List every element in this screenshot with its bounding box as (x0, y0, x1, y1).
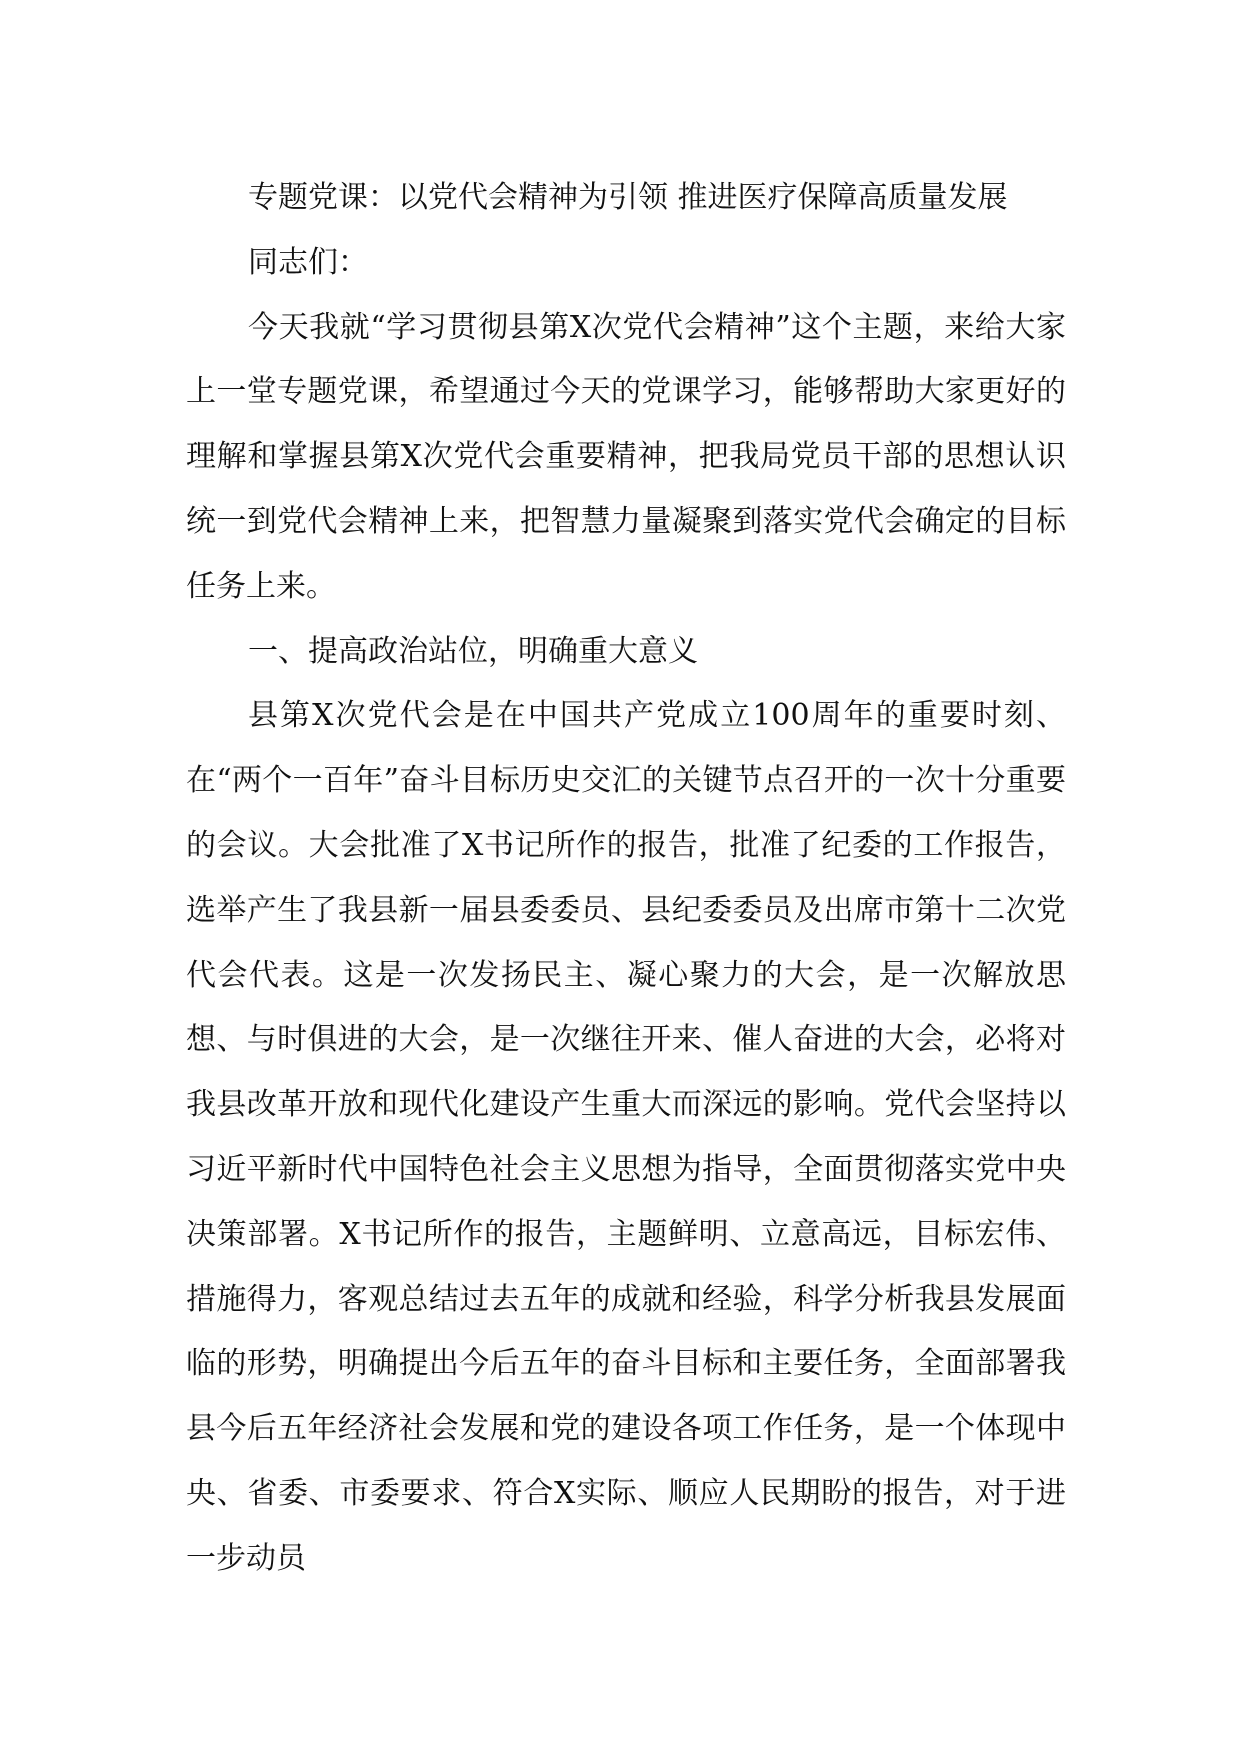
section-heading: 一、提高政治站位，明确重大意义 (248, 633, 698, 669)
body-paragraph: 县第X次党代会是在中国共产党成立100周年的重要时刻、在“两个一百年”奋斗目标历史交汇的关键节点召开的一次十分重要的会议。大会批准了X书记所作的报告，批准了纪委的工作报告，选举产生了我县新一届县委委员、县纪委委员及出席市第十二次党代会代表。这是一次发扬民主、凝心聚力的大会，是一次解放思想、与时俱进的大会，是一次继往开来、催人奋进的大会，必将对我县改革开放和现代化建设产生重大而深远的影响。党代会坚持以习近平新时代中国特色社会主义思想为指导，全面贯彻落实党中央决策部署。X书记所作的报告，主题鲜明、立意高远，目标宏伟、措施得力，客观总结过去五年的成就和经验，科学分析我县发展面临的形势，明确提出今后五年的奋斗目标和主要任务，全面部署我县今后五年经济社会发展和党的建设各项工作任务，是一个体现中央、省委、市委要求、符合X实际、顺应人民期盼的报告，对于进一步动员 (186, 698, 1066, 1576)
salutation: 同志们： (248, 244, 368, 280)
document-title: 专题党课：以党代会精神为引领 推进医疗保障高质量发展 (248, 180, 1008, 215)
document-body (186, 166, 1066, 1592)
intro-paragraph: 今天我就“学习贯彻县第X次党代会精神”这个主题，来给大家上一堂专题党课，希望通过今天的党课学习，能够帮助大家更好的理解和掌握县第X次党代会重要精神，把我局党员干部的思想认识统一到党代会精神上来，把智慧力量凝聚到落实党代会确定的目标任务上来。 (186, 309, 1066, 604)
